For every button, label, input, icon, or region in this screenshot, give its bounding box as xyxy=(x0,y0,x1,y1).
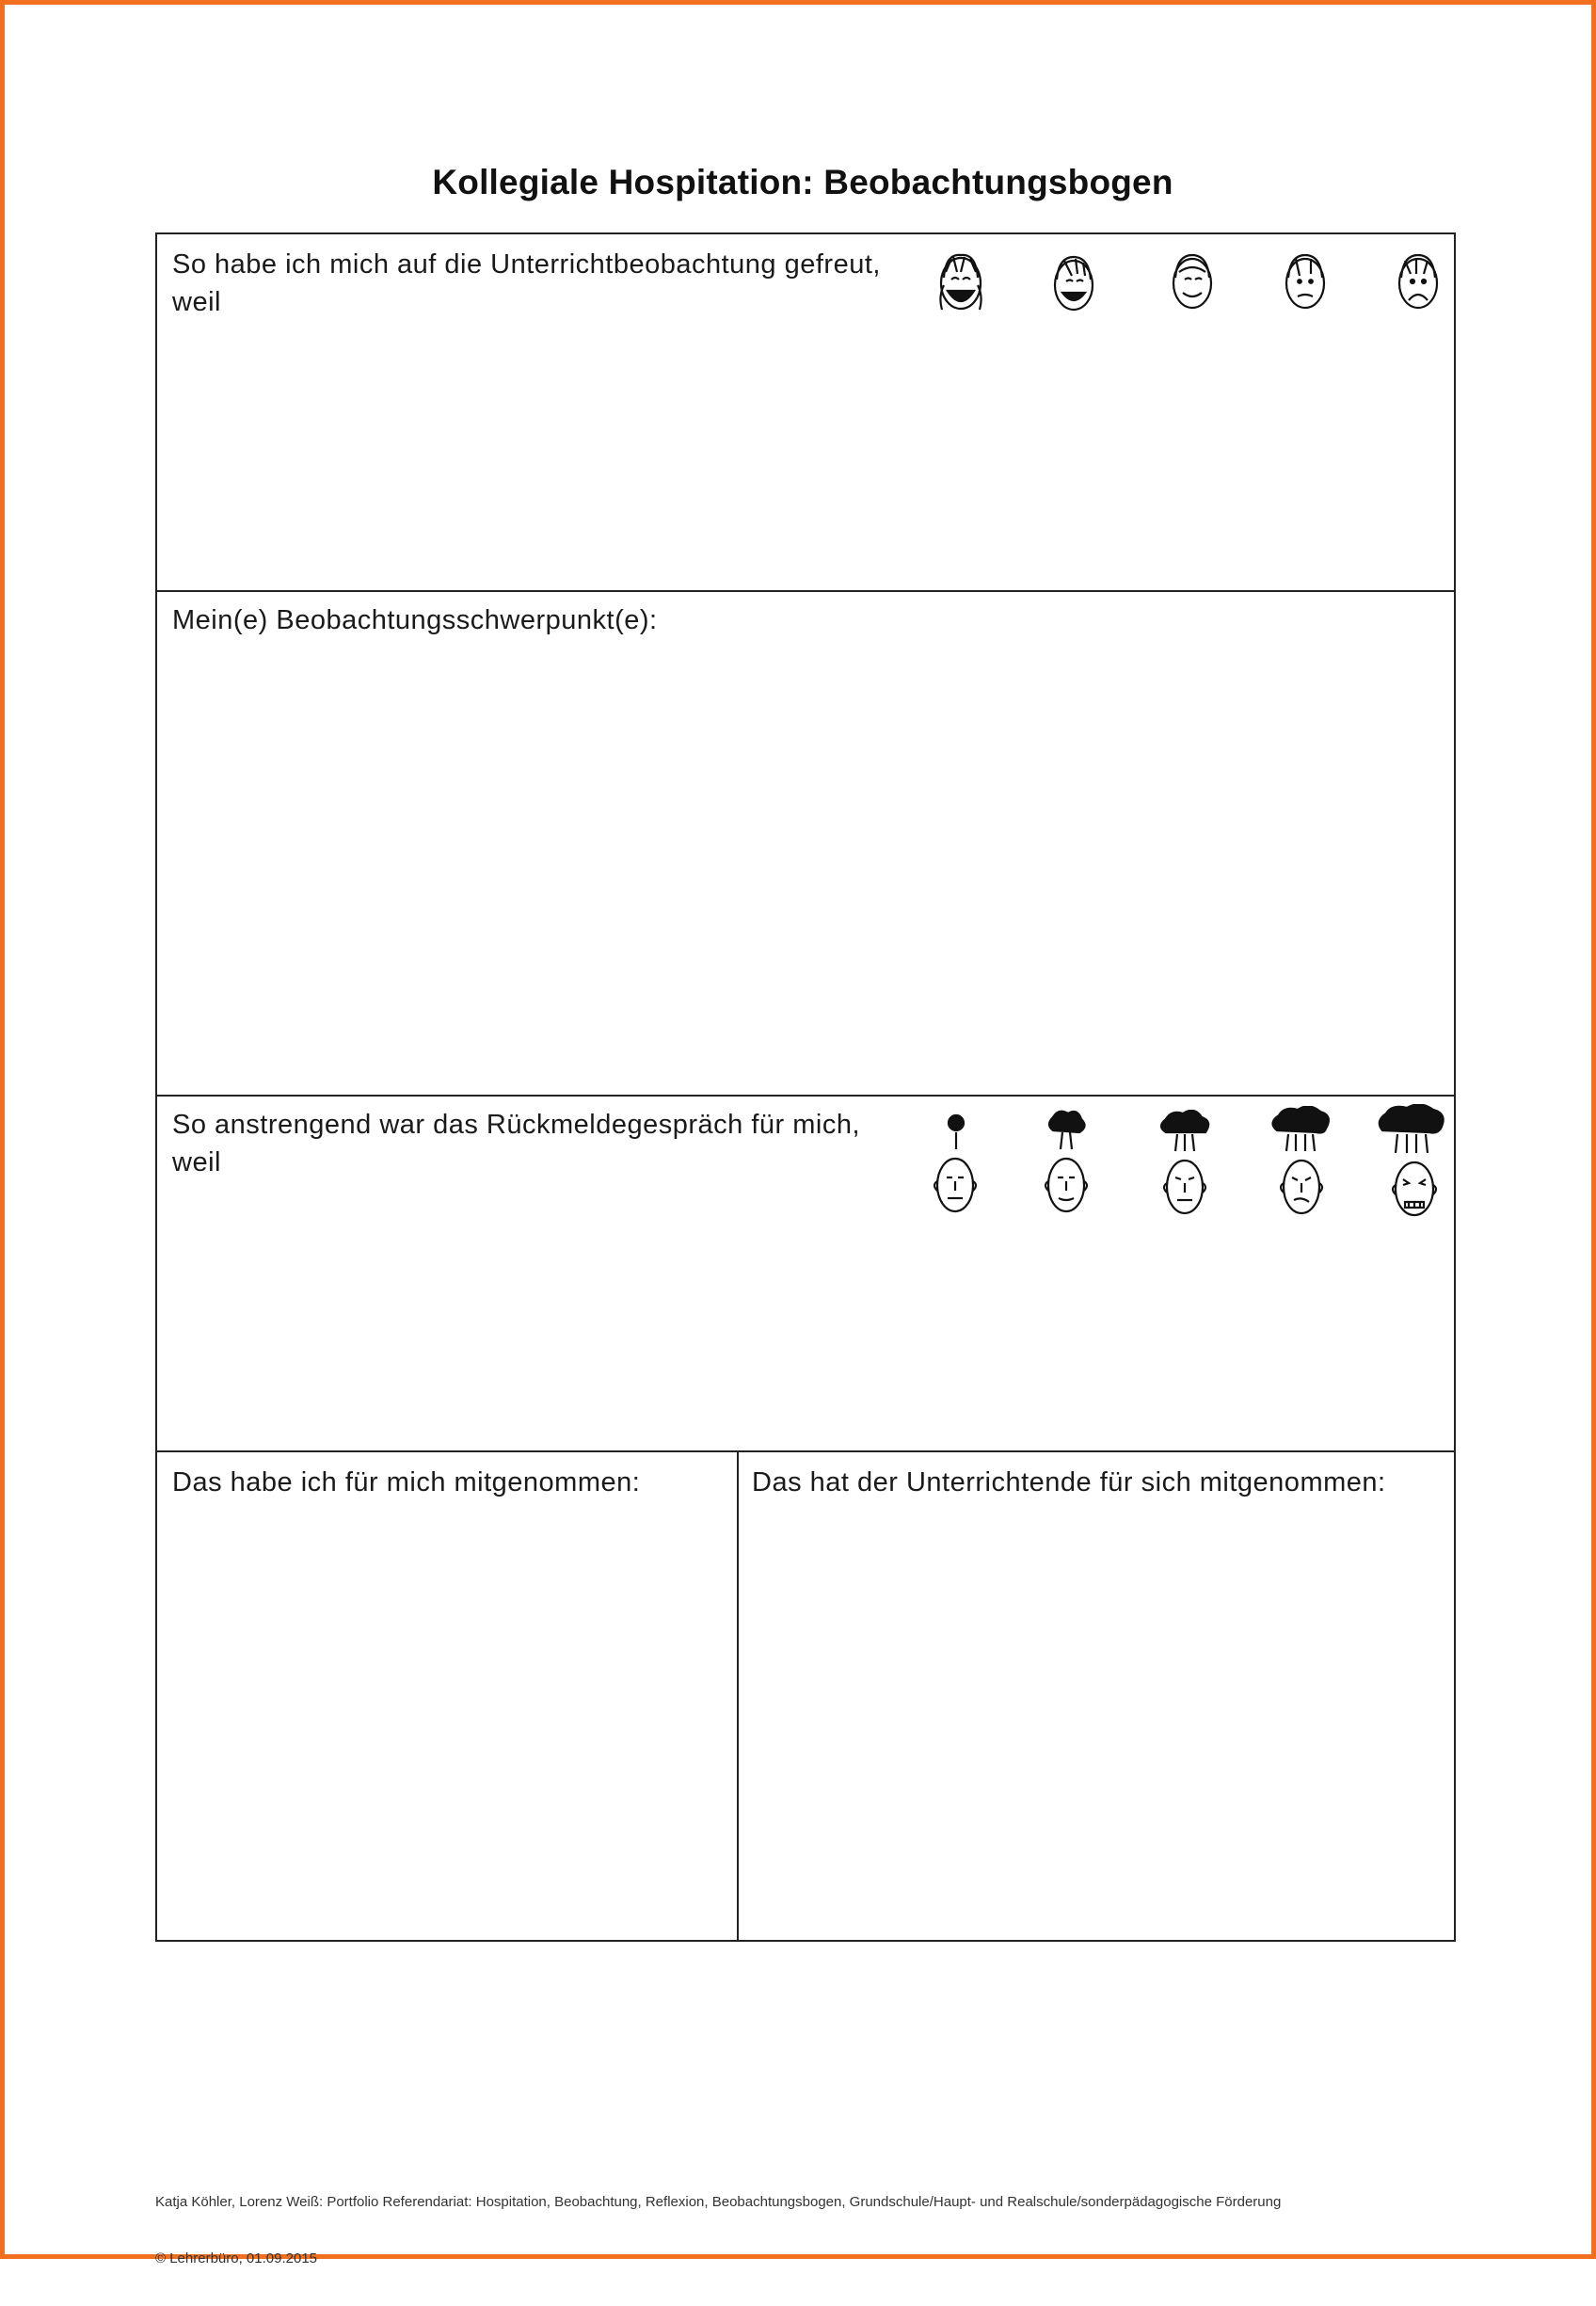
joy-label-line1: So habe ich mich auf die Unterrichtbeobachtung gefreut, xyxy=(172,249,881,280)
joy-label-line2: weil xyxy=(172,287,221,317)
storm-cloud-face-icon[interactable] xyxy=(1377,1104,1452,1234)
joy-label xyxy=(172,246,881,321)
smiling-face-icon[interactable] xyxy=(1166,246,1219,317)
medium-cloud-face-icon[interactable] xyxy=(1153,1110,1219,1236)
happy-face-icon[interactable] xyxy=(1047,246,1100,319)
page-title: Kollegiale Hospitation: Beobachtungsbogen xyxy=(432,163,1173,201)
footer-line2: © Lehrerbüro, 01.09.2015 xyxy=(155,2250,318,2266)
takeaway-me-box[interactable] xyxy=(155,1450,739,1942)
footer-line1: Katja Köhler, Lorenz Weiß: Portfolio Referendariat: Hospitation, Beobachtung, Reflexion, Beobachtungsbogen, Grundschule/Haupt- und Realschule/sonderpädagogische Förderung xyxy=(155,2194,1282,2210)
takeaway-teacher-label: Das hat der Unterrichtende für sich mitgenommen: xyxy=(752,1467,1386,1497)
small-cloud-face-icon[interactable] xyxy=(1036,1110,1096,1234)
slight-cloud-face-icon[interactable] xyxy=(927,1112,983,1234)
effort-label-line2: weil xyxy=(172,1147,221,1177)
footer xyxy=(155,2155,1281,2306)
focus-label: Mein(e) Beobachtungsschwerpunkt(e): xyxy=(172,605,658,635)
takeaway-me-label: Das habe ich für mich mitgenommen: xyxy=(172,1467,641,1497)
effort-label-line1: So anstrengend war das Rückmeldegespräch für mich, xyxy=(172,1110,861,1140)
large-cloud-face-icon[interactable] xyxy=(1268,1106,1335,1234)
effort-box[interactable] xyxy=(155,1095,1456,1452)
neutral-face-icon[interactable] xyxy=(1279,246,1332,317)
sad-face-icon[interactable] xyxy=(1392,246,1444,317)
takeaway-teacher-box[interactable] xyxy=(737,1450,1456,1942)
effort-label xyxy=(172,1106,860,1181)
joy-box[interactable] xyxy=(155,232,1456,592)
focus-box[interactable] xyxy=(155,590,1456,1097)
very-happy-face-icon[interactable] xyxy=(933,244,989,319)
